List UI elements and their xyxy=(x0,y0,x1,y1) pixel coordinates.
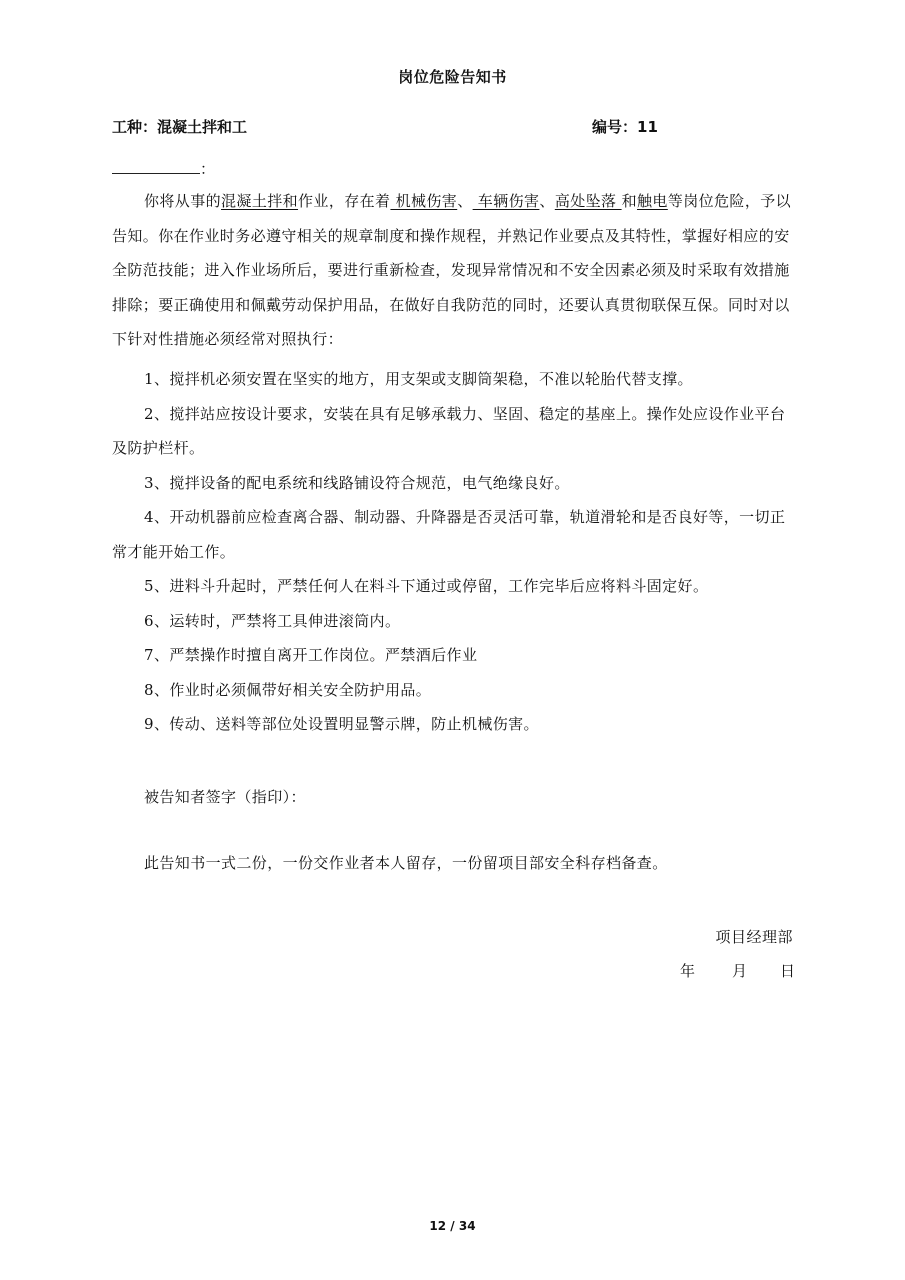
intro-text: 作业，存在着 xyxy=(298,192,391,210)
measure-item xyxy=(112,466,794,501)
measure-text: 2、搅拌站应按设计要求，安装在具有足够承载力、坚固、稳定的基座上。操作处应设作业平台及防护栏杆。 xyxy=(112,404,786,457)
measure-text: 7、严禁操作时擅自离开工作岗位。严禁酒后作业 xyxy=(144,646,478,664)
number-label: 编号： xyxy=(592,118,638,136)
addressee-colon: ： xyxy=(200,160,216,178)
page-separator: / xyxy=(446,1219,459,1233)
measure-text: 3、搅拌设备的配电系统和线路铺设符合规范，电气绝缘良好。 xyxy=(144,473,570,492)
job-type-value: 混凝土拌和工 xyxy=(157,118,248,136)
intro-text: 、 xyxy=(539,192,555,210)
hazard-mechanical: 机械伤害 xyxy=(390,192,458,210)
intro-text: 等岗位危险，予以告知。你在作业时务必遵守相关的规章制度和操作规程，并熟记作业要点及其特性，掌握好相应的安全防范技能；进入作业场所后，要进行重新检查，发现异常情况和不安全因素必须及时采取有效措施排除；要正确使用和佩戴劳动保护用品，在做好自我防范的同时，还要认真贯彻联保互保。同时对以下针对性措施必须经常对照执行： xyxy=(112,192,792,348)
department-name: 项目经理部 xyxy=(715,928,793,946)
number-value: 11 xyxy=(637,118,658,136)
measure-item xyxy=(112,604,794,639)
measure-text: 1、搅拌机必须安置在坚实的地方，用支架或支脚筒架稳，不准以轮胎代替支撑。 xyxy=(144,370,693,388)
document-number xyxy=(592,116,658,137)
job-type xyxy=(112,116,247,137)
measure-text: 6、运转时，严禁将工具伸进滚筒内。 xyxy=(144,611,401,630)
measure-item xyxy=(112,569,794,604)
job-type-label: 工种： xyxy=(112,118,158,136)
measure-item xyxy=(112,673,794,708)
measure-item xyxy=(112,362,794,397)
addressee-line xyxy=(112,158,215,179)
measure-item xyxy=(112,397,794,466)
document-title: 岗位危险告知书 xyxy=(398,68,507,86)
intro-text: 、 xyxy=(457,192,473,210)
date-year: 年 xyxy=(680,962,696,980)
intro-paragraph xyxy=(112,184,794,357)
hazard-electric: 触电 xyxy=(637,192,668,210)
page-current: 12 xyxy=(429,1219,447,1233)
measure-text: 4、开动机器前应检查离合器、制动器、升降器是否灵活可靠，轨道滑轮和是否良好等，一切正常才能开始工作。 xyxy=(112,508,786,561)
measure-item xyxy=(112,500,794,569)
measure-text: 8、作业时必须佩带好相关安全防护用品。 xyxy=(144,680,432,699)
measures-list xyxy=(112,362,794,742)
intro-text: 你将从事的 xyxy=(144,192,222,210)
signature-label: 被告知者签字（指印）： xyxy=(144,788,306,806)
hazard-vehicle: 车辆伤害 xyxy=(472,192,540,210)
page-total: 34 xyxy=(458,1219,476,1233)
addressee-blank xyxy=(112,159,200,174)
measure-item xyxy=(112,638,794,673)
copies-note: 此告知书一式二份，一份交作业者本人留存，一份留项目部安全科存档备查。 xyxy=(144,854,668,872)
hazard-falling: 高处坠落 xyxy=(554,192,622,210)
intro-text: 和 xyxy=(621,192,637,210)
job-name-underlined: 混凝土拌和 xyxy=(221,192,299,210)
page-number xyxy=(0,1219,905,1233)
date-month: 月 xyxy=(732,962,748,980)
measure-text: 5、进料斗升起时，严禁任何人在料斗下通过或停留，工作完毕后应将料斗固定好。 xyxy=(144,577,709,595)
date-day: 日 xyxy=(780,962,796,980)
measure-item xyxy=(112,707,794,742)
measure-text: 9、传动、送料等部位处设置明显警示牌，防止机械伤害。 xyxy=(144,715,539,733)
